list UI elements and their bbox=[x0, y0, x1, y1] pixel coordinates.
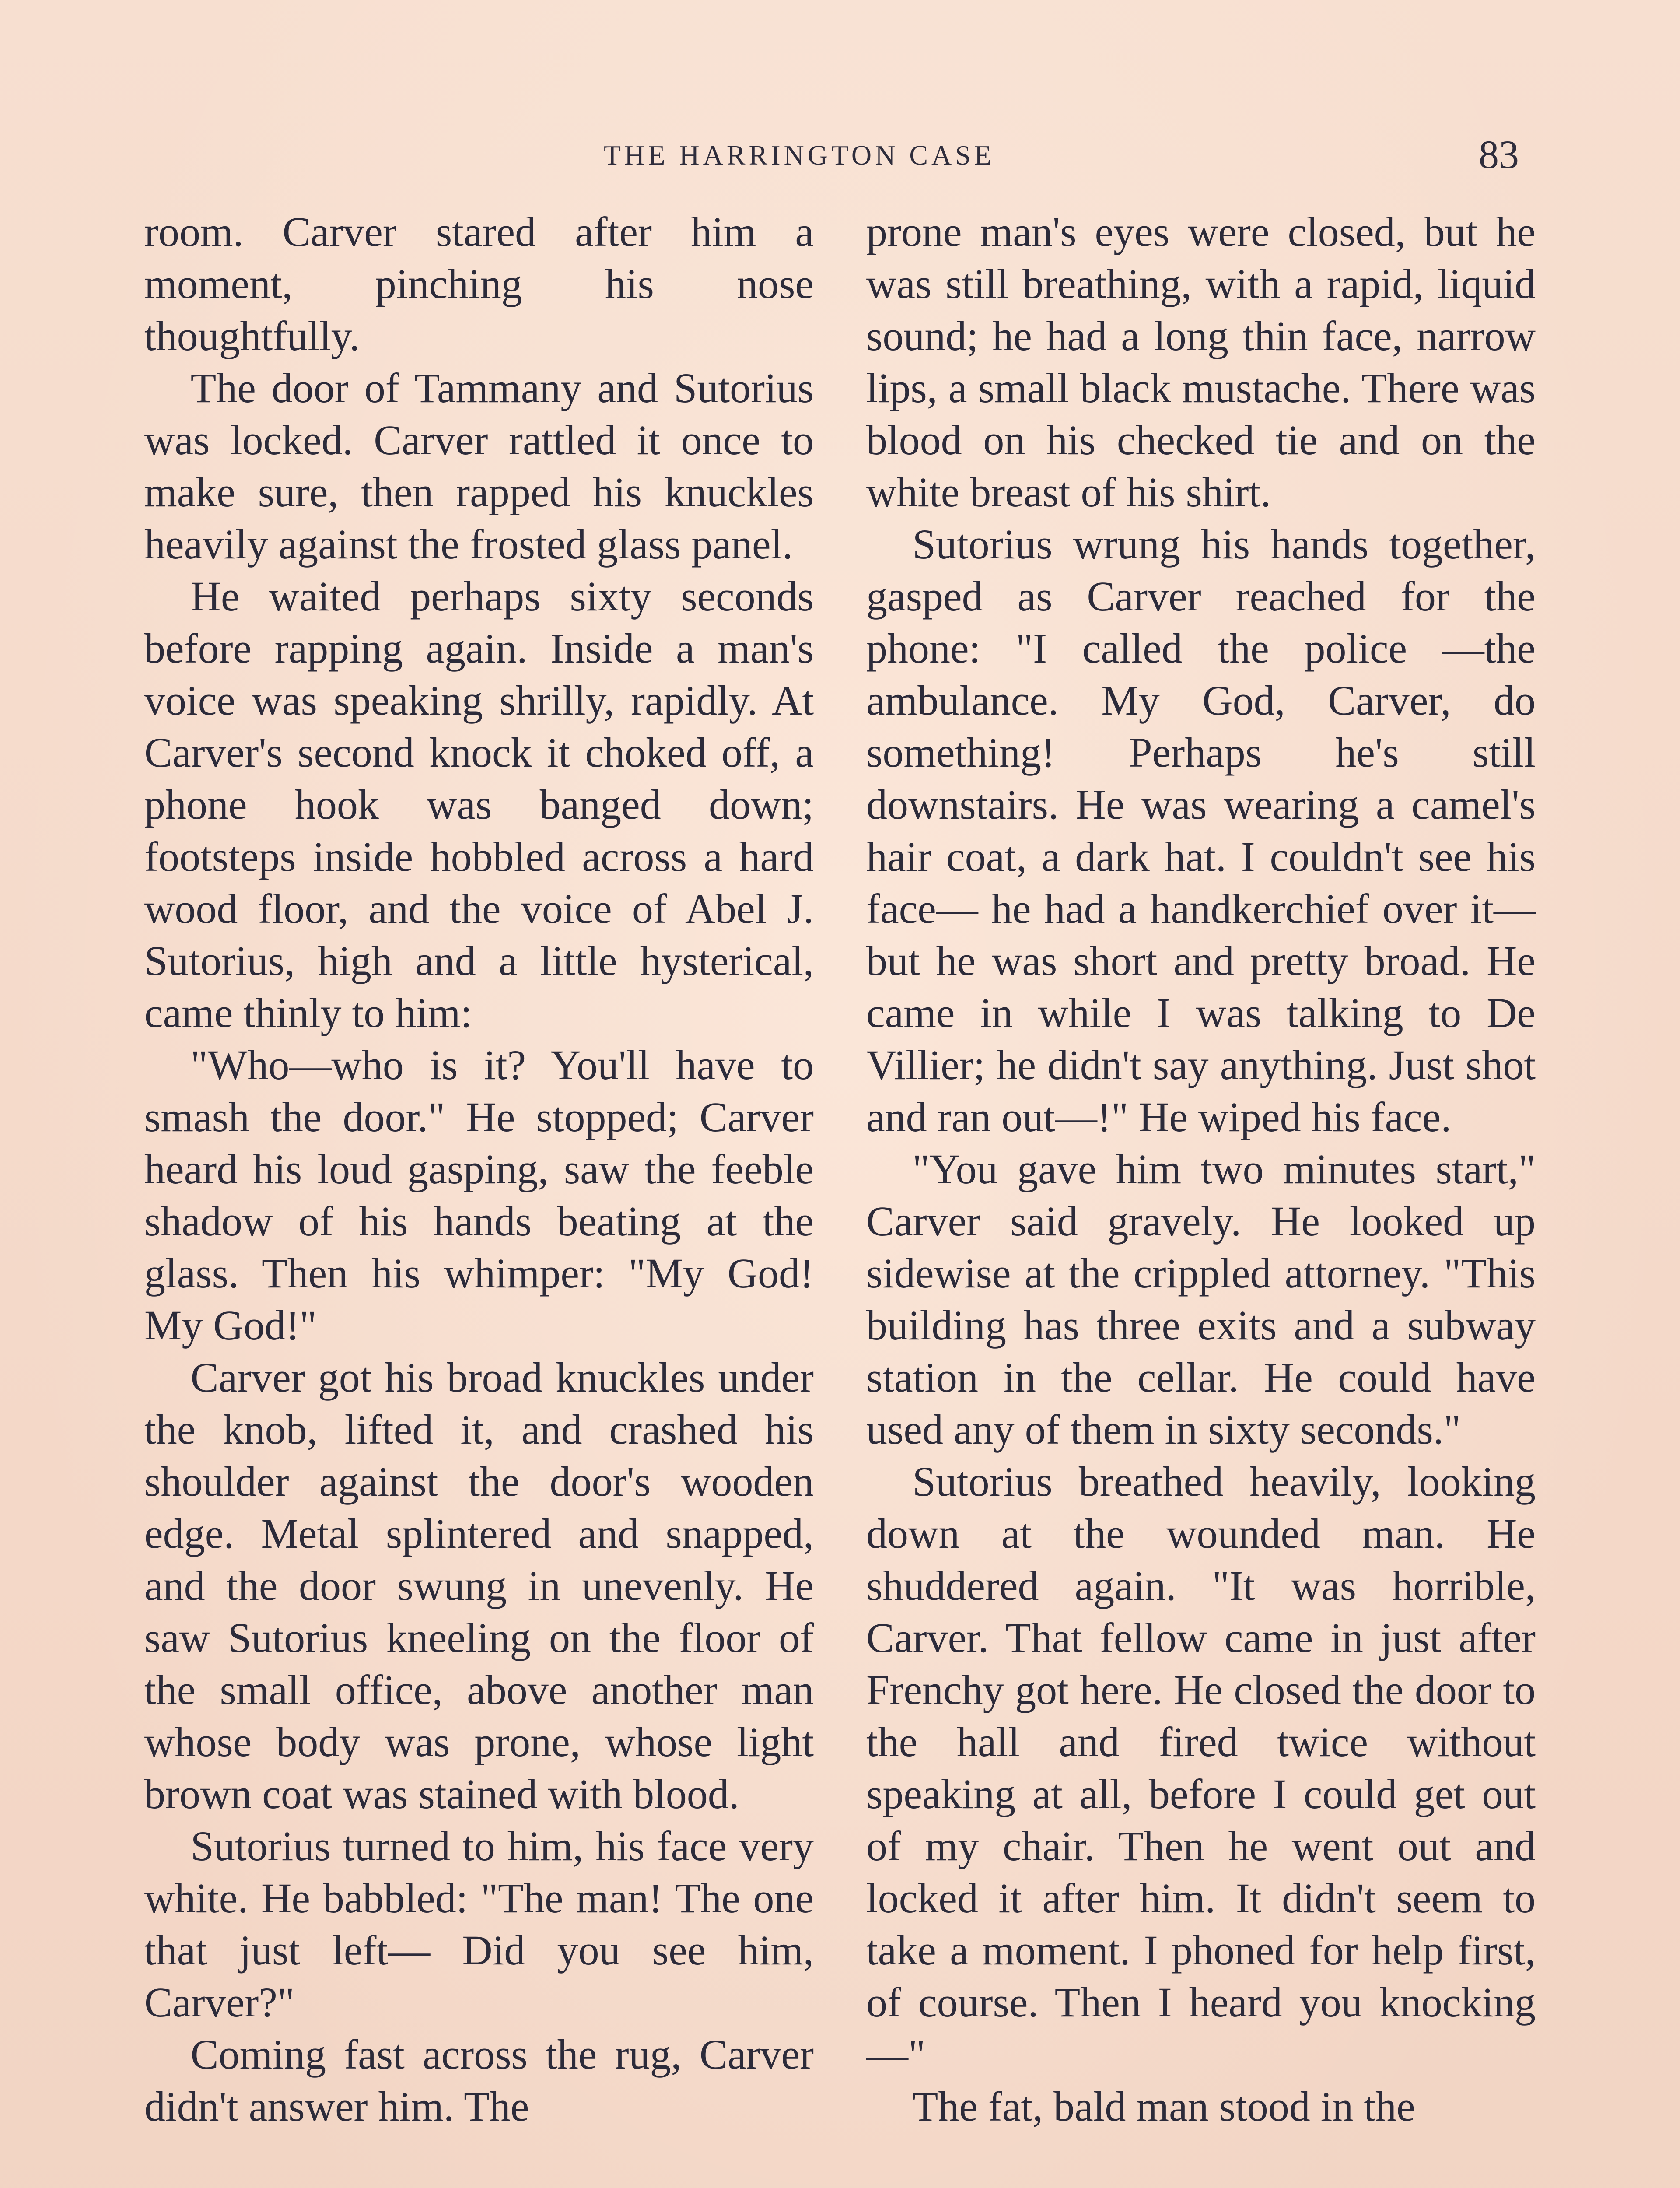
running-title: THE HARRINGTON CASE bbox=[604, 140, 995, 171]
paragraph: The door of Tammany and Sutorius was locked. Carver rattled it once to make sure, then rapped his knuckles heavily against the frosted glass panel. bbox=[144, 365, 814, 568]
paragraph: The fat, bald man stood in the bbox=[912, 2083, 1415, 2130]
paragraph: "Who—who is it? You'll have to smash the door." He stopped; Carver heard his loud gasping, saw the feeble shadow of his hands beating at the glass. Then his whimper: "My God! My God!" bbox=[144, 1041, 814, 1349]
paragraph: Carver got his broad knuckles under the knob, lifted it, and crashed his shoulder against the door's wooden edge. Metal splintered and snapped, and the door swung in unevenly. He saw Sutorius kneeling on the floor of the small office, above another man whose body was prone, whose light brown coat was stained with blood. bbox=[144, 1354, 814, 1817]
paragraph: Sutorius wrung his hands together, gasped as Carver reached for the phone: "I called the police —the ambulance. My God, Carver, do something! Perhaps he's still downstairs. He was wearing a camel's hair coat, a dark hat. I couldn't see his face— he had a handkerchief over it— but he was short and pretty broad. He came in while I was talking to De Villier; he didn't say anything. Just shot and ran out—!" He wiped his face. bbox=[866, 521, 1536, 1140]
paragraph: Sutorius turned to him, his face very white. He babbled: "The man! The one that just left— Did you see him, Carver?" bbox=[144, 1823, 814, 2026]
left-column bbox=[144, 206, 814, 2132]
page-number: 83 bbox=[1479, 132, 1519, 177]
paragraph: Coming fast across the rug, Carver didn't answer him. The bbox=[144, 2031, 814, 2130]
right-column bbox=[866, 206, 1536, 2132]
paragraph: room. Carver stared after him a moment, pinching his nose thoughtfully. bbox=[144, 208, 814, 359]
paragraph: He waited perhaps sixty seconds before rapping again. Inside a man's voice was speaking shrilly, rapidly. At Carver's second knock it choked off, a phone hook was banged down; footsteps inside hobbled across a hard wood floor, and the voice of Abel J. Sutorius, high and a little hysterical, came thinly to him: bbox=[144, 573, 814, 1036]
paragraph: Sutorius breathed heavily, looking down at the wounded man. He shuddered again. "It was horrible, Carver. That fellow came in just after Frenchy got here. He closed the door to the hall and fired twice without speaking at all, before I could get out of my chair. Then he went out and locked it after him. It didn't seem to take a moment. I phoned for help first, of course. Then I heard you knocking—" bbox=[866, 1458, 1536, 2078]
paragraph: prone man's eyes were closed, but he was still breathing, with a rapid, liquid sound; he had a long thin face, narrow lips, a small black mustache. There was blood on his checked tie and on the white breast of his shirt. bbox=[866, 208, 1536, 515]
paragraph: "You gave him two minutes start," Carver said gravely. He looked up sidewise at the crippled attorney. "This building has three exits and a subway station in the cellar. He could have used any of them in sixty seconds." bbox=[866, 1146, 1536, 1453]
